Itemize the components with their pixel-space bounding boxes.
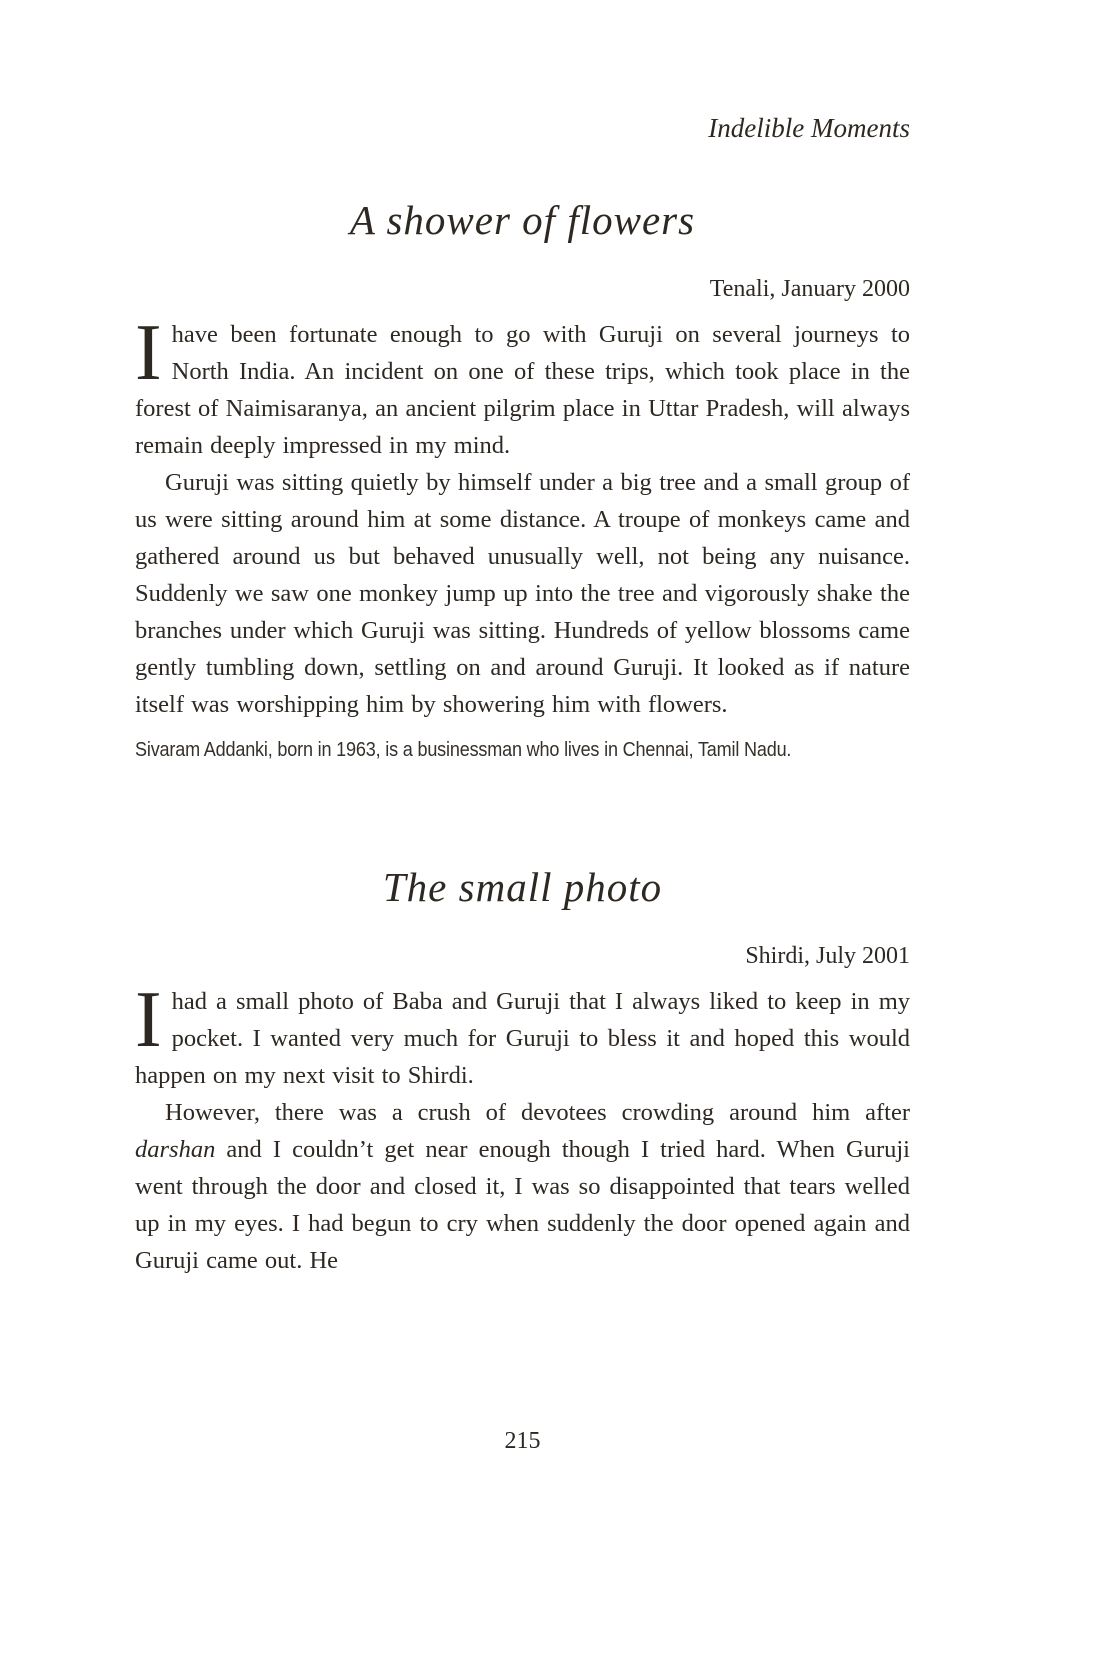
story-title: A shower of flowers: [349, 197, 696, 243]
story-title: The small photo: [382, 864, 663, 910]
text-segment: and I couldn’t get near enough though I tried hard. When Guruji went through the door and closed it, I was so disappointed that tears welled up in my eyes. I had begun to cry when suddenly the door opened again and Guruji came out. He: [135, 1136, 910, 1274]
story-body: [135, 309, 910, 723]
text-segment: have been fortunate enough to go with Guruji on several journeys to North India. An incident on one of these trips, which took place in the forest of Naimisaranya, an ancient pilgrim place in Uttar Pradesh, will always remain deeply impressed in my mind.: [135, 321, 910, 459]
story-shower-of-flowers: [135, 192, 910, 763]
dateline: Shirdi, July 2001: [745, 943, 910, 969]
text-segment: had a small photo of Baba and Guruji that I always liked to keep in my pocket. I wanted very much for Guruji to bless it and hoped this would happen on my next visit to Shirdi.: [135, 988, 910, 1089]
paragraph: [135, 309, 910, 464]
text-segment: darshan: [135, 1136, 216, 1163]
page-content: [135, 0, 910, 1279]
running-header: Indelible Moments: [708, 113, 910, 143]
story-body: [135, 976, 910, 1279]
story-small-photo: [135, 859, 910, 1279]
drop-cap: I: [135, 976, 162, 1064]
paragraph: [135, 976, 910, 1094]
paragraph: [135, 464, 910, 723]
author-attribution: Sivaram Addanki, born in 1963, is a businessman who lives in Chennai, Tamil Nadu.: [135, 738, 792, 761]
drop-cap: I: [135, 309, 162, 397]
text-segment: Guruji was sitting quietly by himself under a big tree and a small group of us were sitting around him at some distance. A troupe of monkeys came and gathered around us but behaved unusually well, not being any nuisance. Suddenly we saw one monkey jump up into the tree and vigorously shake the branches under which Guruji was sitting. Hundreds of yellow blossoms came gently tumbling down, settling on and around Guruji. It looked as if nature itself was worshipping him by showering him with flowers.: [135, 469, 910, 718]
paragraph: [135, 1094, 910, 1279]
page-number: 215: [504, 1428, 541, 1454]
dateline: Tenali, January 2000: [709, 276, 910, 302]
text-segment: However, there was a crush of devotees crowding around him after: [165, 1099, 910, 1126]
